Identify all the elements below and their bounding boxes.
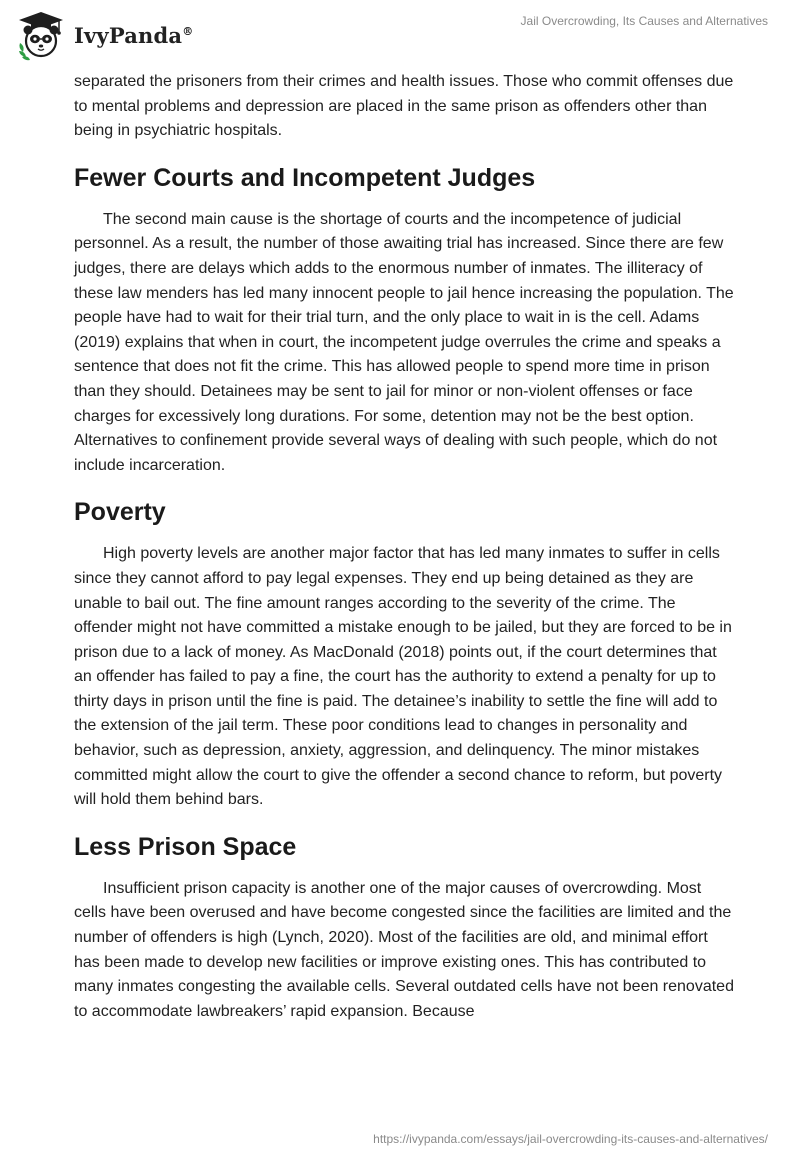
brand-name: IvyPanda®: [74, 22, 194, 48]
running-title: Jail Overcrowding, Its Causes and Alternatives: [520, 14, 768, 28]
registered-mark: ®: [182, 24, 194, 38]
section-heading-prison-space: Less Prison Space: [74, 832, 297, 861]
section-paragraph-poverty: High poverty levels are another major factor that has led many inmates to suffer in cells since they cannot afford to pay legal expenses. They end up being detained as they are unable to bail out. The fine amount ranges according to the severity of the crime. The offender might not have committed a mistake enough to be jailed, but they are forced to be in prison due to a lack of money. As MacDonald (2018) points out, if the court determines that an offender has failed to pay a fine, the court has the authority to extend a penalty for up to thirty days in prison until the fine is paid. The detainee’s inability to settle the fine will add to the extension of the jail term. These poor conditions lead to changes in personality and behavior, such as depression, anxiety, aggression, and delinquency. The minor mistakes committed might allow the court to give the offender a second chance to reform, but poverty will hold them behind bars.: [74, 545, 732, 809]
section-heading-poverty: Poverty: [74, 498, 166, 527]
panda-graduate-icon: [14, 8, 68, 62]
section-paragraph-courts: The second main cause is the shortage of courts and the incompetence of judicial personnel. As a result, the number of those awaiting trial has increased. Since there are few judges, there are delays which adds to the enormous number of inmates. The illiteracy of these law menders has led many innocent people to jail hence increasing the population. The people have had to wait for their trial turn, and the only place to wait in is the cell. Adams (2019) explains that when in court, the incompetent judge overrules the crime and speaks a sentence that does not fit the crime. This has allowed people to spend more time in prison than they should. Detainees may be sent to jail for minor or non-violent offenses or face charges for excessively long durations. For some, detention may not be the best option. Alternatives to confinement provide several ways of dealing with such people, which do not include incarceration.: [74, 210, 734, 474]
ivypanda-logo[interactable]: [14, 8, 193, 62]
page-header: [0, 0, 800, 70]
intro-paragraph: separated the prisoners from their crimes and health issues. Those who commit offenses due to mental problems and depression are placed in the same prison as offenders other than being in psychiatric hospitals.: [74, 73, 734, 140]
source-url[interactable]: https://ivypanda.com/essays/jail-overcrowding-its-causes-and-alternatives/: [373, 1132, 768, 1146]
section-paragraph-prison-space: Insufficient prison capacity is another one of the major causes of overcrowding. Most cells have been overused and have become congested since the facilities are limited and the number of offenders is high (Lynch, 2020). Most of the facilities are old, and minimal effort has been made to develop new facilities or improve existing ones. This has contributed to many inmates congesting the available cells. Several outdated cells have not been renovated to accommodate lawbreakers’ rapid expansion. Because: [74, 879, 734, 1020]
essay-body: [74, 70, 734, 1040]
section-heading-courts: Fewer Courts and Incompetent Judges: [74, 163, 536, 192]
